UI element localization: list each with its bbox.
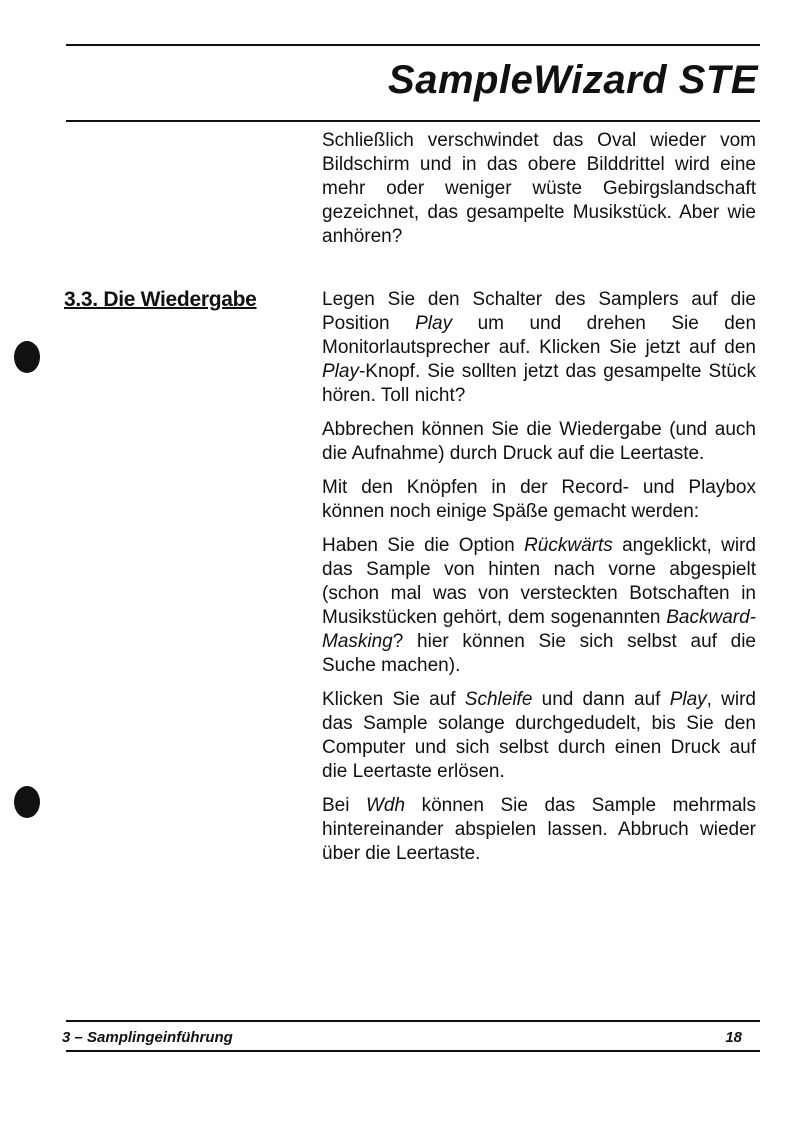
intro-column	[322, 129, 756, 259]
section-body	[322, 288, 756, 876]
top-rule	[66, 44, 760, 46]
title-underline-rule	[66, 120, 760, 122]
paragraph-repeat: Bei Wdh können Sie das Sample mehrmals hintereinander abspielen lassen. Abbruch wieder über die Leertaste.	[322, 795, 756, 864]
paragraph-reverse: Haben Sie die Option Rückwärts angeklickt, wird das Sample von hinten nach vorne abgespielt (schon mal was von versteckten Botschaften in Musikstücken gehört, dem sogenannten Backward-Masking? hier können Sie sich selbst auf die Suche machen).	[322, 535, 756, 676]
paragraph-abort: Abbrechen können Sie die Wiedergabe (und auch die Aufnahme) durch Druck auf die Leertaste.	[322, 419, 756, 464]
footer-chapter: 3 – Samplingeinführung	[62, 1029, 233, 1046]
page-number: 18	[725, 1029, 742, 1046]
footer-rule	[66, 1020, 760, 1022]
bottom-rule	[66, 1050, 760, 1052]
punch-hole-mark-lower	[14, 786, 40, 818]
punch-hole-mark-upper	[14, 341, 40, 373]
section-heading: 3.3. Die Wiedergabe	[64, 288, 257, 311]
paragraph-loop: Klicken Sie auf Schleife und dann auf Play, wird das Sample solange durchgedudelt, bis Sie den Computer und sich selbst durch einen Druck auf die Leertaste erlösen.	[322, 689, 756, 782]
paragraph-play: Legen Sie den Schalter des Samplers auf die Position Play um und drehen Sie den Monitorlautsprecher auf. Klicken Sie jetzt auf den Play-Knopf. Sie sollten jetzt das gesampelte Stück hören. Toll nicht?	[322, 289, 757, 406]
paragraph-buttons: Mit den Knöpfen in der Record- und Playbox können noch einige Späße gemacht werden:	[322, 477, 756, 522]
intro-paragraph: Schließlich verschwindet das Oval wieder vom Bildschirm und in das obere Bilddrittel wird eine mehr oder weniger wüste Gebirgslandschaft gezeichnet, das gesampelte Musikstück. Aber wie anhören?	[322, 130, 756, 247]
page-title: SampleWizard STE	[388, 58, 758, 102]
